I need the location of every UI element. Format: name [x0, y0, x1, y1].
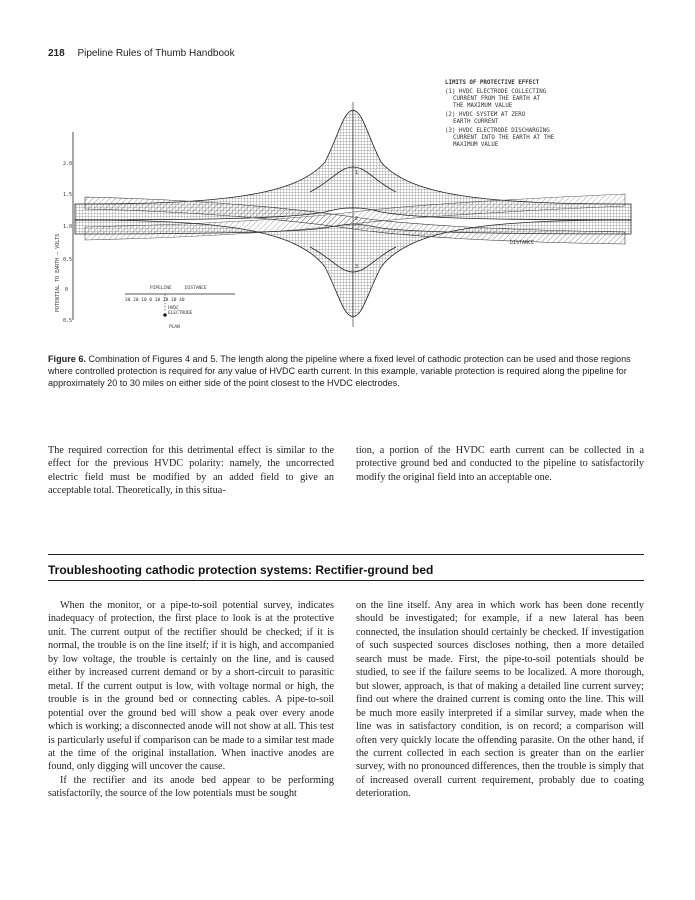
pipeline-label: PIPELINE [150, 286, 172, 291]
limit-1-line-1: (1) HVDC ELECTRODE COLLECTING [445, 89, 547, 95]
intro-paragraph-left: The required correction for this detrimental effect is similar to the effect for the previous HVDC polarity: namely, the uncorrected electric field must be modified by an added field to give an acceptable total. Theoretically, in this situa- [48, 445, 334, 497]
figure-caption [48, 353, 644, 390]
curve-label-1: 1 [355, 170, 359, 176]
section-paragraph-1: When the monitor, or a pipe-to-soil potential survey, indicates inadequacy of protection, the first place to look is at the protective unit. The current output of the rectifier should be checked; if it is normal, the trouble is on the line itself; if it is high, and accompanied by low voltage, the trouble is certainly on the line, and is caused either by increased current demand or by a short-circuit to parasitic metal. If the current output is low, with voltage normal or high, the trouble is in the ground bed or connecting cables. A pipe-to-soil potential over the ground bed will show a peak over every anode which is working; a disconnected anode will not show at all. This test is particularly useful if comparison can be made to a similar test made at the time of the original installation. When inactive anodes are found, only digging will uncover the cause. [48, 600, 334, 773]
section-title: Troubleshooting cathodic protection systems: Rectifier-ground bed [48, 563, 434, 577]
caption-text: Combination of Figures 4 and 5. The length along the pipeline where a fixed level of cathodic protection can be used and those regions where controlled protection is required for any value of HVDC earth current. In this example, variable protection is required along the pipeline for approximately 20 to 30 miles on either side of the point closest to the HVDC electrodes. [48, 354, 631, 389]
intro-column-right [356, 444, 644, 484]
y-tick-15: 1.5 [63, 192, 73, 198]
curve-label-3: 3 [355, 264, 359, 270]
distance-label: DISTANCE [510, 240, 535, 246]
electrode-marker [163, 313, 167, 317]
figure-6 [55, 72, 645, 347]
limit-1-line-2: CURRENT FROM THE EARTH AT [453, 96, 541, 102]
section-column-right [356, 599, 644, 801]
section-rule-top [48, 554, 644, 555]
intro-paragraph-right: tion, a portion of the HVDC earth current can be collected in a protective ground bed and conducted to the pipeline to satisfactorily modify the original field into an acceptable one. [356, 445, 644, 483]
intro-column-left [48, 444, 334, 498]
limit-3-line-3: MAXIMUM VALUE [453, 142, 499, 148]
limits-title: LIMITS OF PROTECTIVE EFFECT [445, 80, 540, 86]
limit-1-line-3: THE MAXIMUM VALUE [453, 103, 513, 109]
y-tick-0: 0 [65, 287, 69, 293]
hvdc-label-1: HVDC [168, 306, 179, 311]
section-paragraph-3: on the line itself. Any area in which work has been done recently should be investigated; for example, if a new lateral has been connected, the insulation should certainly be checked. If investigation of such suspected sources discloses nothing, then a more detailed search must be made. First, the pipe-to-soil potentials should be studied, to see if the failure seems to be localized. A more thorough, but slower, approach, is that of making a detailed line current survey; find out where the drained current is coming onto the line. This will be much more easily interpreted if a similar survey, made when the line was in satisfactory condition, is on record; a comparison will often very quickly locate the offending parasite. On the other hand, if the current collected in each section is greater than on the earlier survey, with no pronounced differences, then the trouble is simply that of increased overall current requirement, probably due to coating deterioration. [356, 600, 644, 800]
y-tick-2: 2.0 [63, 161, 73, 167]
figure-6-diagram [55, 72, 645, 347]
section-paragraph-2: If the rectifier and its anode bed appear to be performing satisfactorily, the source of the low potentials must be sought [48, 774, 334, 800]
hvdc-label-2: ELECTRODE [168, 311, 193, 316]
caption-label: Figure 6. [48, 354, 86, 364]
distance-small-label: DISTANCE [185, 286, 207, 291]
curve-label-2: 2 [355, 216, 359, 222]
page-number: 218 [48, 48, 65, 59]
y-tick-05: 0.5 [63, 257, 73, 263]
limit-3-line-1: (3) HVDC ELECTRODE DISCHARGING [445, 128, 550, 134]
y-axis-label: POTENTIAL TO EARTH – VOLTS [55, 233, 61, 312]
limits-legend [445, 80, 555, 148]
plan-label: PLAN [169, 325, 180, 330]
y-tick-1: 1.0 [63, 224, 73, 230]
book-title: Pipeline Rules of Thumb Handbook [77, 48, 235, 59]
scale-ticks: 30 20 10 0 10 20 30 40 [125, 298, 185, 303]
limit-2-line-2: EARTH CURRENT [453, 119, 499, 125]
y-tick-neg05: 0.5 [63, 318, 73, 324]
running-header [48, 48, 235, 59]
limit-2-line-1: (2) HVDC SYSTEM AT ZERO [445, 112, 526, 118]
limit-3-line-2: CURRENT INTO THE EARTH AT THE [453, 135, 555, 141]
plan-inset [125, 285, 235, 330]
section-rule-bottom [48, 580, 644, 581]
section-column-left [48, 599, 334, 801]
